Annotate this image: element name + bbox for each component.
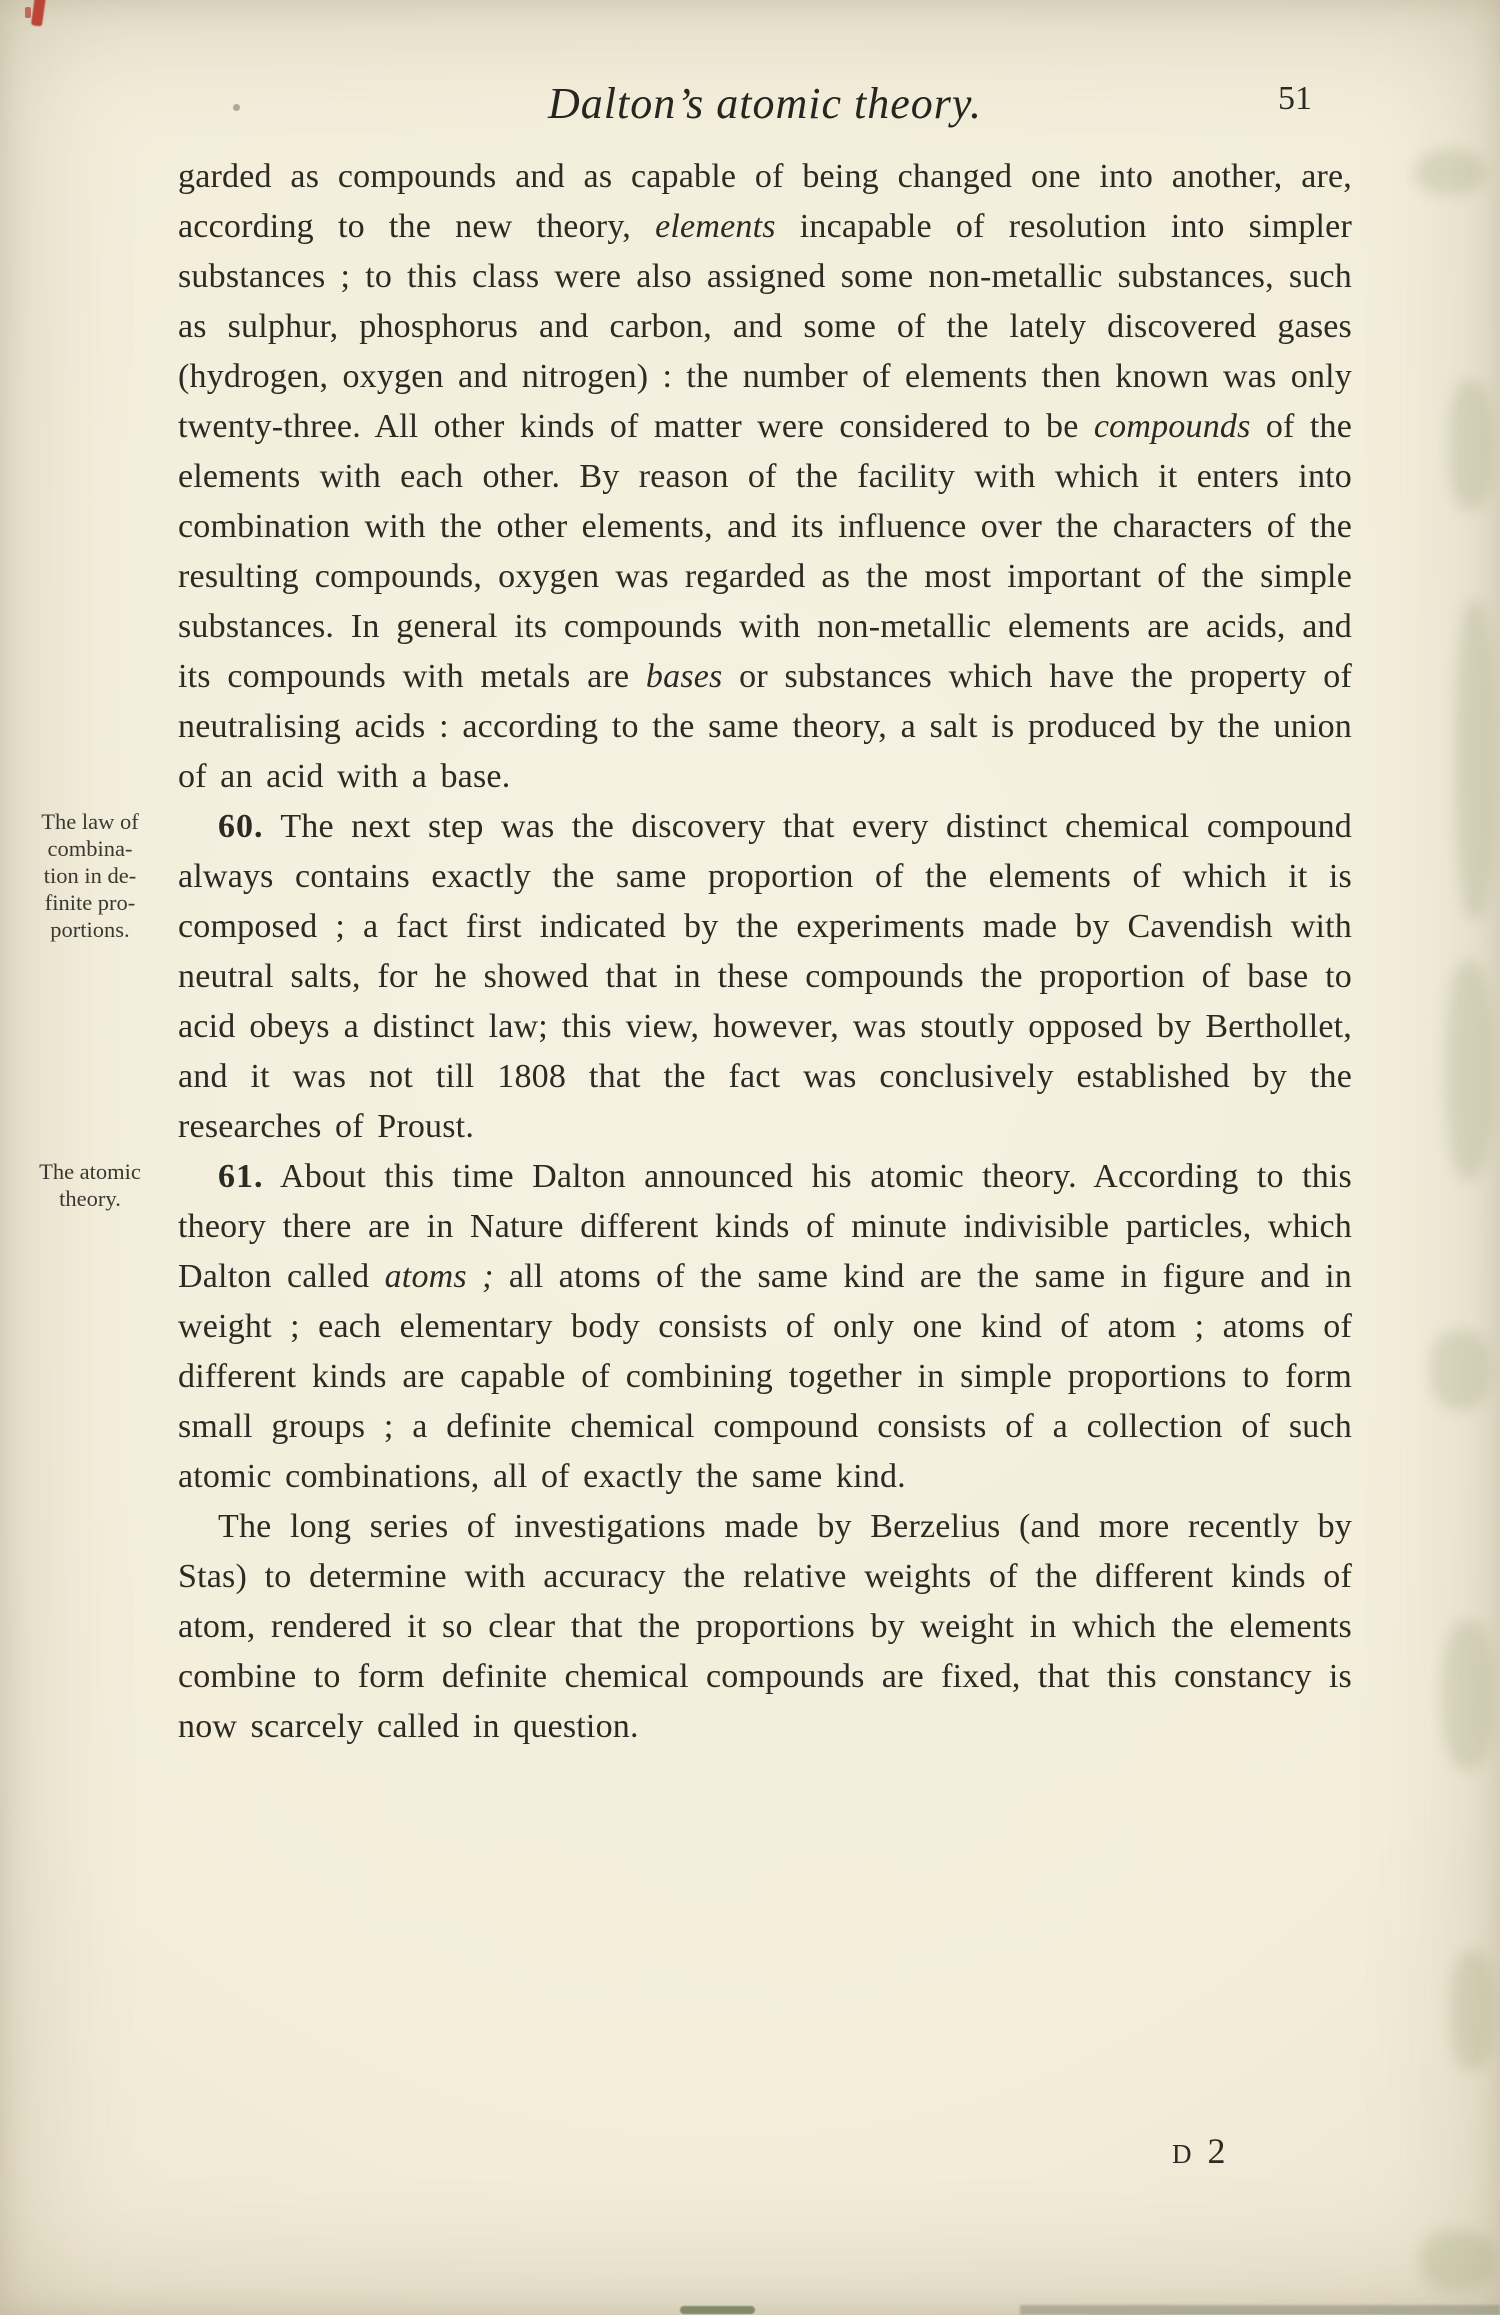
- paragraph: garded as compounds and as capable of being changed one into another, are, according to the new theory, elements incapable of resolution into simpler substances ; to this class were also assigned some non-metallic substances, such as sulphur, phosphorus and carbon, and some of the lately discovered gases (hydrogen, oxygen and nitrogen) : the number of elements then known was only twenty-three. All other kinds of matter were considered to be compounds of the elements with each other. By reason of the facility with which it enters into combination with the other elements, and its influence over the characters of the resulting compounds, oxygen was regarded as the most important of the simple substances. In general its compounds with non-metallic elements are acids, and its compounds with metals are bases or substances which have the property of neutralising acids : according to the same theory, a salt is produced by the union of an acid with a base.: [178, 158, 1353, 795]
- show-through-stain: [1415, 150, 1485, 195]
- margin-note: The atomic theory.: [39, 1159, 141, 1211]
- red-ink-dot: [25, 7, 31, 18]
- show-through-stain: [1445, 960, 1493, 1180]
- signature-number: 2: [1207, 2131, 1226, 2171]
- paragraph: The atomic theory. 61. About this time Dalton announced his atomic theory. According to this theory there are in Nature different kinds of minute indivisible particles, which Dalton called atoms ; all atoms of the same kind are the same in figure and in weight ; each elementary body consists of only one kind of atom ; atoms of different kinds are capable of combining together in simple proportions to form small groups ; a definite chemical compound consists of a collection of such atomic combinations, all of exactly the same kind.: [178, 1152, 1352, 1502]
- text-block: [39, 152, 1353, 1752]
- show-through-stain: [1455, 600, 1495, 920]
- show-through-stain: [1448, 380, 1493, 510]
- margin-note: The law of combina- tion in de- finite pro- portions.: [41, 809, 139, 942]
- paragraph: The long series of investigations made by Berzelius (and more recently by Stas) to determine with accuracy the relative weights of the different kinds of atom, rendered it so clear that the proportions by weight in which the elements combine to form definite chemical compounds are fixed, that this constancy is now scarcely called in question.: [178, 1508, 1352, 1745]
- show-through-stain: [1420, 2230, 1495, 2290]
- show-through-stain: [1442, 1620, 1494, 1770]
- text-column: [39, 72, 1353, 1752]
- running-head-title: Dalton’s atomic theory.: [547, 79, 983, 128]
- scan-edge-shadow: [1020, 2305, 1500, 2315]
- ink-smudge: [680, 2306, 755, 2314]
- paragraph: The law of combina- tion in de- finite pro- portions. 60. The next step was the discovery that every distinct chemical compound always contains exactly the same proportion of the elements of which it is composed ; a fact first indicated by the experiments made by Cavendish with neutral salts, for he showed that in these compounds the proportion of base to acid obeys a distinct law; this view, however, was stoutly opposed by Berthollet, and it was not till 1808 that the fact was conclusively established by the researches of Proust.: [178, 802, 1352, 1152]
- page-number: 51: [1278, 80, 1312, 117]
- running-head: [178, 72, 1352, 136]
- signature-letter: D: [1172, 2139, 1192, 2169]
- show-through-stain: [1430, 1330, 1490, 1410]
- show-through-stain: [1450, 1950, 1495, 2070]
- red-ink-mark: [31, 0, 46, 27]
- signature-mark: [1172, 2130, 1226, 2172]
